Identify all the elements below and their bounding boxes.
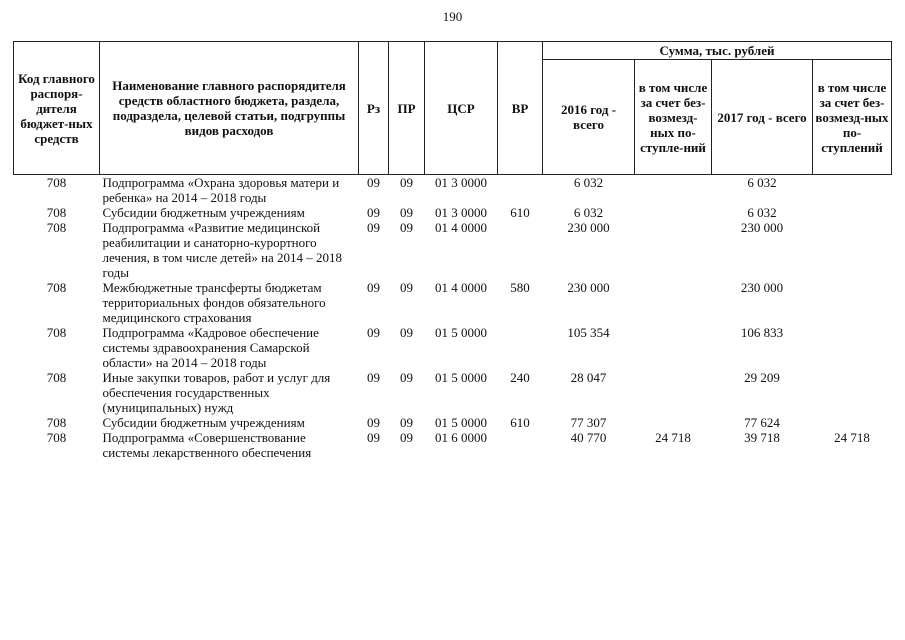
cell-2017-gratuitous	[813, 205, 892, 220]
cell-pr: 09	[400, 325, 413, 340]
table-row	[14, 175, 892, 206]
cell-2016-total: 40 770	[570, 430, 607, 445]
header-pr: ПР	[389, 42, 425, 175]
cell-rz: 09	[367, 325, 380, 340]
table-row	[14, 220, 892, 280]
cell-2016-gratuitous	[635, 175, 712, 206]
cell-vr: 610	[510, 205, 530, 220]
cell-vr	[498, 220, 543, 280]
cell-2017-total: 39 718	[744, 430, 780, 445]
header-2016-total: 2016 год - всего	[543, 60, 635, 175]
header-vr: ВР	[498, 42, 543, 175]
table-header	[14, 42, 892, 175]
cell-code: 708	[46, 280, 67, 295]
cell-csr: 01 3 0000	[435, 175, 487, 190]
cell-name: Субсидии бюджетным учреждениям	[102, 415, 305, 430]
cell-vr	[498, 175, 543, 206]
table-row	[14, 370, 892, 415]
cell-code: 708	[46, 430, 67, 445]
cell-2017-gratuitous	[813, 220, 892, 280]
cell-name: Подпрограмма «Охрана здоровья матери и ребенка» на 2014 – 2018 годы	[102, 175, 340, 205]
cell-csr: 01 5 0000	[435, 415, 487, 430]
cell-2017-total: 29 209	[744, 370, 780, 385]
cell-csr: 01 3 0000	[435, 205, 487, 220]
cell-pr: 09	[400, 430, 413, 445]
cell-2016-total: 6 032	[573, 175, 604, 190]
cell-2016-gratuitous: 24 718	[655, 430, 691, 445]
cell-2016-total: 77 307	[570, 415, 607, 430]
cell-2017-total: 6 032	[747, 205, 777, 220]
cell-pr: 09	[400, 415, 413, 430]
header-2017-gratuitous: в том числе за счет без-возмезд-ных по-ступлений	[813, 60, 892, 175]
cell-2016-total: 230 000	[567, 220, 610, 235]
cell-rz: 09	[367, 205, 380, 220]
cell-vr	[498, 325, 543, 370]
cell-2017-gratuitous	[813, 175, 892, 206]
cell-2017-total: 230 000	[740, 280, 784, 295]
cell-csr: 01 4 0000	[435, 220, 487, 235]
cell-pr: 09	[400, 220, 413, 235]
header-rz: Рз	[359, 42, 389, 175]
cell-code: 708	[46, 220, 67, 235]
header-sum-group: Сумма, тыс. рублей	[543, 42, 892, 60]
cell-rz: 09	[367, 430, 380, 445]
header-csr: ЦСР	[425, 42, 498, 175]
table-body	[14, 175, 892, 461]
header-2016-gratuitous: в том числе за счет без-возмезд-ных по-ступле-ний	[635, 60, 712, 175]
cell-2017-gratuitous	[813, 280, 892, 325]
cell-vr: 610	[510, 415, 530, 430]
cell-2017-total: 6 032	[747, 175, 777, 190]
cell-name: Подпрограмма «Кадровое обеспечение системы здравоохранения Самарской области» на 2014 – 2018 годы	[102, 325, 319, 370]
cell-2017-gratuitous: 24 718	[834, 430, 870, 445]
header-code: Код главного распоря-дителя бюджет-ных средств	[14, 42, 100, 175]
page-number: 190	[442, 9, 463, 24]
cell-name: Иные закупки товаров, работ и услуг для обеспечения государственных (муниципальных) нужд	[102, 370, 331, 415]
cell-rz: 09	[367, 280, 380, 295]
budget-table	[13, 41, 892, 460]
cell-rz: 09	[367, 220, 380, 235]
cell-2016-total: 230 000	[567, 280, 610, 295]
cell-code: 708	[46, 415, 67, 430]
cell-rz: 09	[367, 370, 380, 385]
cell-csr: 01 5 0000	[435, 325, 487, 340]
cell-name: Межбюджетные трансферты бюджетам территориальных фондов обязательного медицинского страхования	[102, 280, 326, 325]
cell-pr: 09	[400, 370, 413, 385]
cell-code: 708	[46, 205, 67, 220]
cell-code: 708	[46, 325, 67, 340]
cell-rz: 09	[367, 175, 380, 190]
cell-csr: 01 6 0000	[435, 430, 487, 445]
cell-2016-gratuitous	[635, 205, 712, 220]
cell-name: Субсидии бюджетным учреждениям	[102, 205, 305, 220]
cell-code: 708	[46, 175, 67, 190]
cell-vr: 240	[510, 370, 530, 385]
cell-pr: 09	[400, 280, 413, 295]
cell-2016-gratuitous	[635, 370, 712, 415]
cell-name: Подпрограмма «Совершенствование системы лекарственного обеспечения	[102, 430, 312, 460]
table-row	[14, 280, 892, 325]
cell-pr: 09	[400, 175, 413, 190]
cell-2017-gratuitous	[813, 325, 892, 370]
cell-2016-total: 28 047	[570, 370, 607, 385]
cell-2016-gratuitous	[635, 415, 712, 430]
table-row	[14, 205, 892, 220]
header-2017-total: 2017 год - всего	[712, 60, 813, 175]
cell-2017-gratuitous	[813, 370, 892, 415]
table-row	[14, 325, 892, 370]
cell-2017-total: 106 833	[740, 325, 784, 340]
cell-2017-total: 77 624	[744, 415, 780, 430]
cell-2016-total: 6 032	[573, 205, 604, 220]
cell-2016-total: 105 354	[567, 325, 610, 340]
cell-2016-gratuitous	[635, 325, 712, 370]
cell-rz: 09	[367, 415, 380, 430]
table-row	[14, 415, 892, 430]
table-row	[14, 430, 892, 460]
cell-2016-gratuitous	[635, 280, 712, 325]
cell-2017-gratuitous	[813, 415, 892, 430]
cell-name: Подпрограмма «Развитие медицинской реабилитации и санаторно-курортного лечения, в том числе детей» на 2014 – 2018 годы	[102, 220, 343, 280]
cell-csr: 01 5 0000	[435, 370, 487, 385]
cell-2016-gratuitous	[635, 220, 712, 280]
cell-pr: 09	[400, 205, 413, 220]
cell-csr: 01 4 0000	[435, 280, 487, 295]
cell-code: 708	[46, 370, 67, 385]
cell-2017-total: 230 000	[740, 220, 784, 235]
cell-vr	[498, 430, 543, 460]
cell-vr: 580	[510, 280, 530, 295]
header-name: Наименование главного распорядителя средств областного бюджета, раздела, подраздела, целевой статьи, подгруппы видов расходов	[100, 42, 359, 175]
